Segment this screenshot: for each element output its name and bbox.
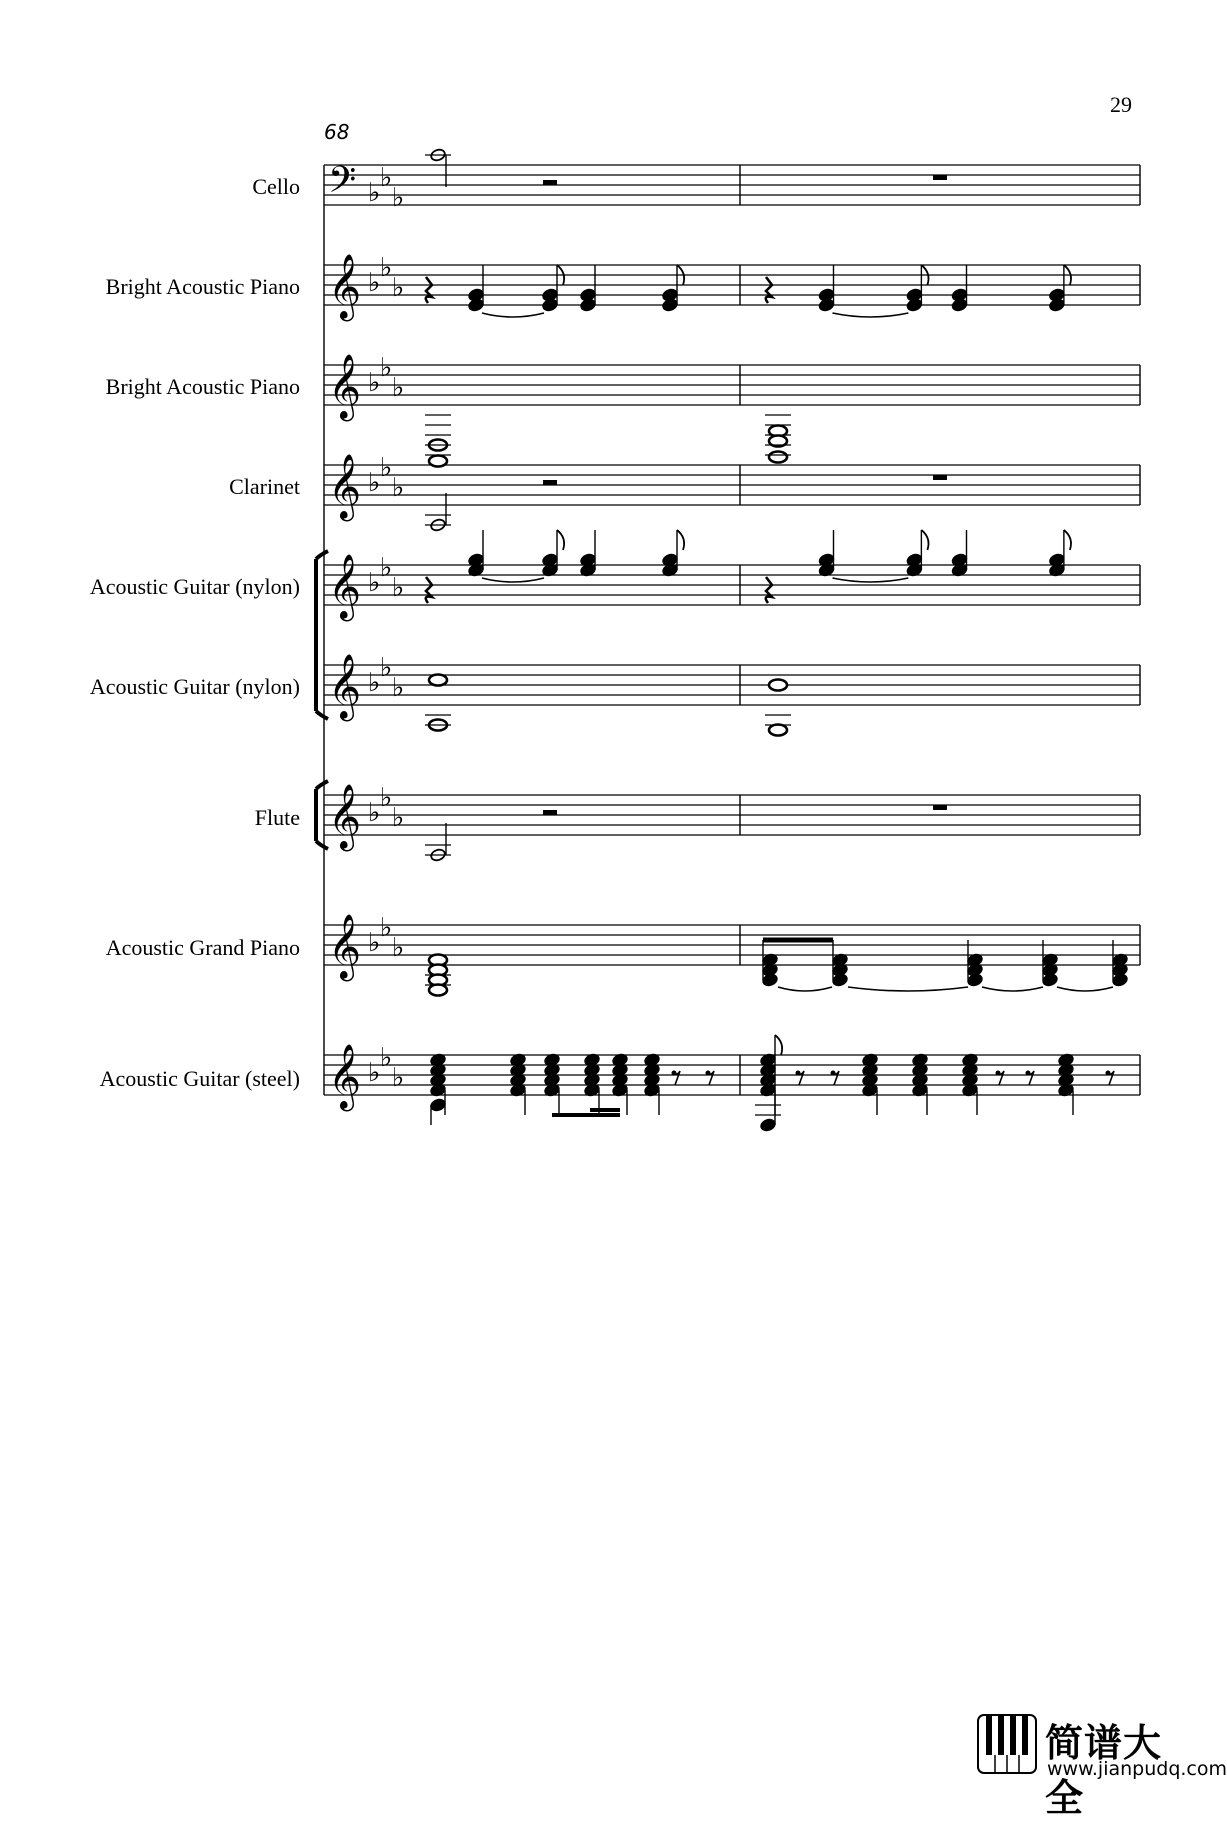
flat-sign: ♭ [392, 673, 405, 703]
treble-clef: 𝄞 [328, 554, 362, 619]
note-head [468, 298, 485, 312]
flat-sign: ♭ [392, 273, 405, 303]
flat-sign: ♭ [368, 268, 381, 298]
whole-rest [933, 805, 947, 810]
flat-sign: ♭ [368, 798, 381, 828]
tie [833, 578, 909, 582]
flat-sign: ♭ [380, 783, 393, 813]
tie [833, 313, 909, 317]
flat-sign: ♭ [392, 803, 405, 833]
treble-clef: 𝄞 [328, 654, 362, 719]
flat-sign: ♭ [368, 468, 381, 498]
flat-sign: ♭ [392, 183, 405, 213]
note-flag [557, 530, 564, 550]
instrument-label-bright-piano-2: Bright Acoustic Piano [105, 374, 300, 399]
flat-sign: ♭ [392, 573, 405, 603]
whole-note [429, 985, 447, 996]
quarter-rest [426, 577, 432, 603]
note-head [1112, 973, 1129, 987]
tie [482, 578, 544, 582]
piano-keys-icon [977, 1714, 1037, 1774]
site-logo [975, 1708, 1227, 1820]
flat-sign: ♭ [380, 1043, 393, 1073]
flat-sign: ♭ [368, 368, 381, 398]
instrument-label-grand-piano: Acoustic Grand Piano [105, 935, 300, 960]
flat-sign: ♭ [380, 453, 393, 483]
note-flag [1064, 530, 1071, 550]
flat-sign: ♭ [392, 473, 405, 503]
treble-clef: 𝄞 [328, 784, 362, 849]
instrument-label-flute: Flute [254, 805, 300, 830]
note-head [430, 1098, 447, 1112]
flat-sign: ♭ [392, 373, 405, 403]
measure-number: 68 [324, 120, 350, 144]
treble-clef: 𝄞 [328, 1044, 362, 1109]
tie [778, 987, 832, 991]
bass-clef: 𝄢 [328, 159, 357, 210]
flat-sign: ♭ [380, 653, 393, 683]
treble-clef: 𝄞 [328, 454, 362, 519]
logo-url: www.jianpudq.com [1047, 1758, 1227, 1780]
tie [482, 313, 544, 317]
treble-clef: 𝄞 [328, 254, 362, 319]
whole-note [769, 680, 787, 691]
note-head [1042, 973, 1059, 987]
flat-sign: ♭ [380, 353, 393, 383]
treble-clef: 𝄞 [328, 354, 362, 419]
half-rest [543, 180, 557, 185]
page-number: 29 [1110, 92, 1132, 117]
instrument-label-nylon-guitar-1: Acoustic Guitar (nylon) [89, 574, 300, 599]
flat-sign: ♭ [392, 933, 405, 963]
half-rest [543, 480, 557, 485]
flat-sign: ♭ [368, 668, 381, 698]
instrument-label-nylon-guitar-2: Acoustic Guitar (nylon) [89, 674, 300, 699]
instrument-label-bright-piano-1: Bright Acoustic Piano [105, 274, 300, 299]
flat-sign: ♭ [380, 553, 393, 583]
quarter-rest [766, 577, 772, 603]
instrument-label-clarinet: Clarinet [229, 474, 300, 499]
flat-sign: ♭ [380, 253, 393, 283]
note-flag [677, 530, 684, 550]
instrument-label-steel-guitar: Acoustic Guitar (steel) [99, 1066, 300, 1091]
note-flag [775, 1035, 782, 1055]
note-head [762, 973, 779, 987]
flat-sign: ♭ [392, 1063, 405, 1093]
note-head [951, 298, 968, 312]
whole-note [769, 452, 787, 463]
quarter-rest [426, 277, 432, 303]
tie [1057, 987, 1113, 991]
note-flag [921, 530, 928, 550]
whole-note [769, 725, 787, 736]
instrument-label-cello: Cello [252, 174, 300, 199]
note-head [662, 298, 679, 312]
flat-sign: ♭ [380, 913, 393, 943]
flat-sign: ♭ [380, 163, 393, 193]
quarter-rest [766, 277, 772, 303]
flat-sign: ♭ [368, 928, 381, 958]
note-head [818, 298, 835, 312]
whole-note [429, 456, 447, 467]
note-head [760, 1118, 777, 1132]
note-head [832, 973, 849, 987]
tie [848, 987, 968, 991]
treble-clef: 𝄞 [328, 914, 362, 979]
whole-rest [933, 175, 947, 180]
note-head [906, 298, 923, 312]
flat-sign: ♭ [368, 178, 381, 208]
staff-group-bracket [316, 551, 328, 719]
logo-title: 简谱大全 [1045, 1721, 1163, 1820]
note-head [580, 298, 597, 312]
tie [982, 987, 1043, 991]
note-head [967, 973, 984, 987]
flat-sign: ♭ [368, 568, 381, 598]
note-head [542, 298, 559, 312]
flat-sign: ♭ [368, 1058, 381, 1088]
half-rest [543, 810, 557, 815]
whole-rest [933, 475, 947, 480]
whole-note [429, 675, 447, 686]
note-head [1049, 298, 1066, 312]
